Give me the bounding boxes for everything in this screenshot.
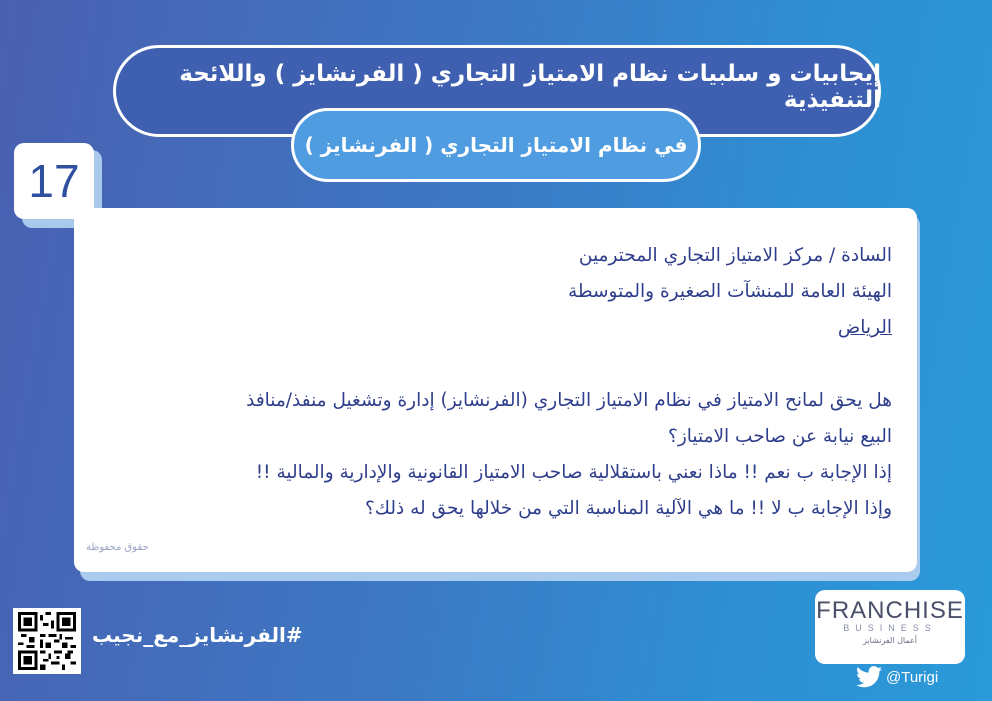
twitter-handle-block (856, 666, 938, 688)
city: الرياض (837, 317, 892, 338)
franchise-business-logo (815, 590, 965, 664)
organization: الهيئة العامة للمنشآت الصغيرة والمتوسطة (567, 281, 892, 302)
no-answer-line: وإذا الإجابة ب لا !! ما هي الآلية المناسبة التي من خلالها يحق له ذلك؟ (364, 498, 892, 519)
logo-arabic-text: أعمال الفرنشايز (863, 636, 917, 645)
page-subtitle: في نظام الامتياز التجاري ( الفرنشايز ) (291, 108, 701, 182)
question-line-1: هل يحق لمانح الامتياز في نظام الامتياز التجاري (الفرنشايز) إدارة وتشغيل منفذ/منافذ (246, 390, 892, 411)
rights-reserved: حقوق محفوظة (86, 542, 149, 553)
salutation: المحترمين (578, 245, 658, 266)
slide-number: 17 (14, 143, 94, 219)
logo-main-text: FRANCHISE (816, 597, 964, 624)
page-title: إيجابيات و سلبيات نظام الامتياز التجاري ( الفرنشايز ) واللائحة التنفيذية (179, 61, 881, 113)
qr-code-icon (13, 608, 81, 674)
recipient-name: السادة / مركز الامتياز التجاري (663, 245, 892, 266)
logo-sub-text: BUSINESS (843, 623, 937, 633)
hashtag: #الفرنشايز_مع_نجيب (92, 623, 303, 647)
yes-answer-line: إذا الإجابة ب نعم !! ماذا نعني باستقلالية صاحب الامتياز القانونية والإدارية والمالية !! (255, 462, 892, 483)
twitter-handle[interactable]: @Turigi (886, 668, 939, 686)
recipient-line (132, 238, 892, 274)
letter-body (132, 238, 892, 527)
twitter-bird-icon (856, 666, 882, 688)
question-line-2: البيع نيابة عن صاحب الامتياز؟ (668, 426, 892, 447)
